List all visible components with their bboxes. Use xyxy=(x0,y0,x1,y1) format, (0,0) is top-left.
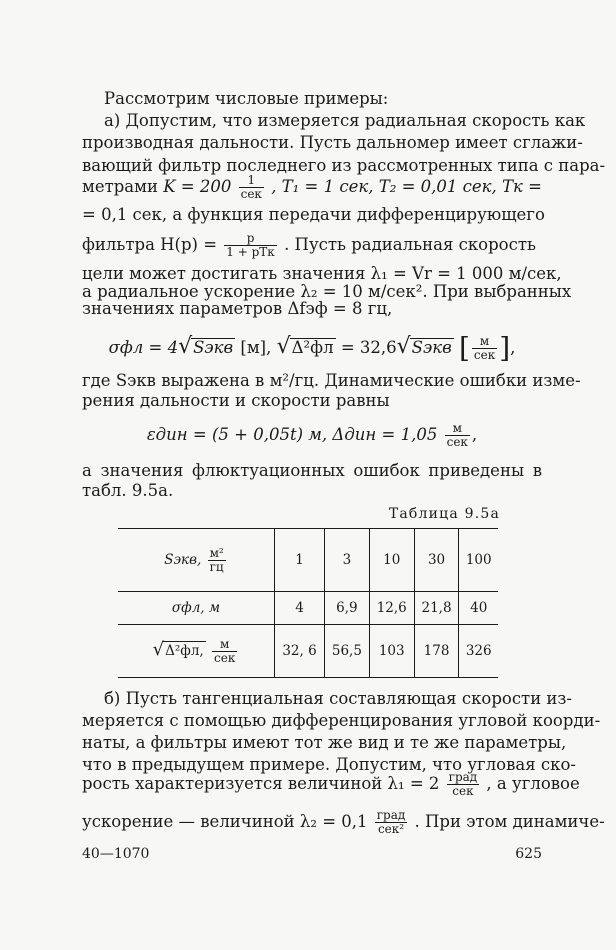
data-table xyxy=(118,528,498,678)
table-caption: Таблица 9.5а xyxy=(388,506,500,522)
text-line: а) Допустим, что измеряется радиальная скорость как xyxy=(104,111,586,130)
sqrt-arg: Sэкв xyxy=(193,338,234,357)
text-line xyxy=(82,806,605,838)
numerator: град xyxy=(376,808,406,822)
text-line: рения дальности и скорости равны xyxy=(82,391,390,410)
text-line: цели может достигать значения λ₁ = Vr = 1 000 м/сек, xyxy=(82,264,562,283)
table-cell: 4 xyxy=(275,592,325,625)
denominator: сек xyxy=(214,650,236,665)
numerator: 1 xyxy=(239,174,264,188)
text-segment: рость характеризуется величиной λ₁ = 2 xyxy=(82,774,440,793)
table-cell: 12,6 xyxy=(369,592,414,625)
text-line: где Sэкв выражена в м²/гц. Динамические ошибки изме- xyxy=(82,371,581,390)
table-row xyxy=(118,529,498,592)
formula: εдин = (5 + 0,05t) м, Δдин = 1,05 xyxy=(146,425,438,444)
table-cell: 326 xyxy=(459,625,498,678)
fraction xyxy=(375,809,408,836)
text-line: вающий фильтр последнего из рассмотренных типа с пара- xyxy=(82,156,606,175)
fraction xyxy=(208,547,226,574)
page-number: 625 xyxy=(515,846,542,862)
text-segment: . Пусть радиальная скорость xyxy=(284,235,536,254)
row-header: Sэкв, $\frac{\text{м²}}{гц}$ xyxy=(118,529,275,592)
text-segment: ускорение — величиной λ₂ = 0,1 xyxy=(82,812,368,831)
text-line: значениях параметров Δfэф = 8 гц, xyxy=(82,299,393,318)
text-line xyxy=(82,230,542,260)
fraction xyxy=(224,232,277,259)
formula-line: σфл = 4√Sэкв [м], √Δ²фл = 32,6√Sэкв [ $\frac{м}{\text{сек}}$ ], xyxy=(108,331,516,365)
table-cell: 1 xyxy=(275,529,325,592)
denominator: сек xyxy=(240,187,262,201)
formula: K = 200 xyxy=(163,177,232,196)
row-header: √Δ²фл, $\frac{м}{\text{сек}}$ xyxy=(118,625,275,678)
text-line: б) Пусть тангенциальная составляющая скорости из- xyxy=(104,689,573,708)
text-segment: , а угловое xyxy=(486,774,580,793)
denominator: сек² xyxy=(377,822,405,836)
numerator: м xyxy=(212,638,237,652)
table-cell: 3 xyxy=(325,529,370,592)
denominator: гц xyxy=(209,559,224,574)
table-cell: 6,9 xyxy=(325,592,370,625)
table-cell: 100 xyxy=(459,529,498,592)
formula: = 32,6 xyxy=(340,338,397,357)
table-cell: 103 xyxy=(369,625,414,678)
text-line: = 0,1 сек, а функция передачи дифференцирующего xyxy=(82,205,545,224)
text-line: что в предыдущем примере. Допустим, что угловая ско- xyxy=(82,755,576,774)
numerator: м xyxy=(472,335,497,349)
text-line xyxy=(82,768,580,800)
formula: [м], xyxy=(240,338,272,357)
denominator: сек xyxy=(446,435,468,449)
text-line: а значения флюктуационных ошибок приведены в xyxy=(82,461,542,480)
text-line: наты, а фильтры имеют тот же вид и те же параметры, xyxy=(82,733,567,752)
text-line: а радиальное ускорение λ₂ = 10 м/сек². При выбранных xyxy=(82,282,572,301)
text-segment: метрами xyxy=(82,177,158,196)
text-line: меряется с помощью дифференцирования угловой коорди- xyxy=(82,711,601,730)
fraction xyxy=(239,174,264,201)
text-line: табл. 9.5а. xyxy=(82,481,174,500)
formula: σфл = 4 xyxy=(108,338,179,357)
fraction xyxy=(445,422,470,449)
sqrt-arg: Δ²фл xyxy=(291,338,334,357)
table-row xyxy=(118,625,498,678)
text-segment: фильтра H(p) = xyxy=(82,235,218,254)
fraction xyxy=(472,335,497,362)
row-header: σфл, м xyxy=(118,592,275,625)
table-cell: 40 xyxy=(459,592,498,625)
fraction xyxy=(212,638,237,665)
table-cell: 30 xyxy=(414,529,459,592)
text-line xyxy=(82,172,542,202)
footer-signature: 40—1070 xyxy=(82,846,150,862)
table-row xyxy=(118,592,498,625)
numerator: м² xyxy=(209,545,224,560)
table-cell: 21,8 xyxy=(414,592,459,625)
text-line: производная дальности. Пусть дальномер имеет сглажи- xyxy=(82,133,583,152)
formula: , T₁ = 1 сек, T₂ = 0,01 сек, Tк = xyxy=(271,177,542,196)
table-cell: 178 xyxy=(414,625,459,678)
numerator: м xyxy=(445,422,470,436)
denominator: сек xyxy=(452,784,474,798)
denominator: сек xyxy=(473,348,496,362)
table-cell: 56,5 xyxy=(325,625,370,678)
text-segment: . При этом динамиче- xyxy=(414,812,605,831)
table-cell: 32, 6 xyxy=(275,625,325,678)
sqrt-arg: Sэкв xyxy=(411,338,452,357)
text-line: Рассмотрим числовые примеры: xyxy=(104,89,389,108)
numerator: p xyxy=(224,232,277,246)
table-cell: 10 xyxy=(369,529,414,592)
numerator: град xyxy=(448,770,478,784)
denominator: 1 + pTк xyxy=(226,245,275,259)
formula-line: εдин = (5 + 0,05t) м, Δдин = 1,05 $\frac{м}{\text{сек}}$ , xyxy=(146,421,478,449)
fraction xyxy=(447,771,480,798)
